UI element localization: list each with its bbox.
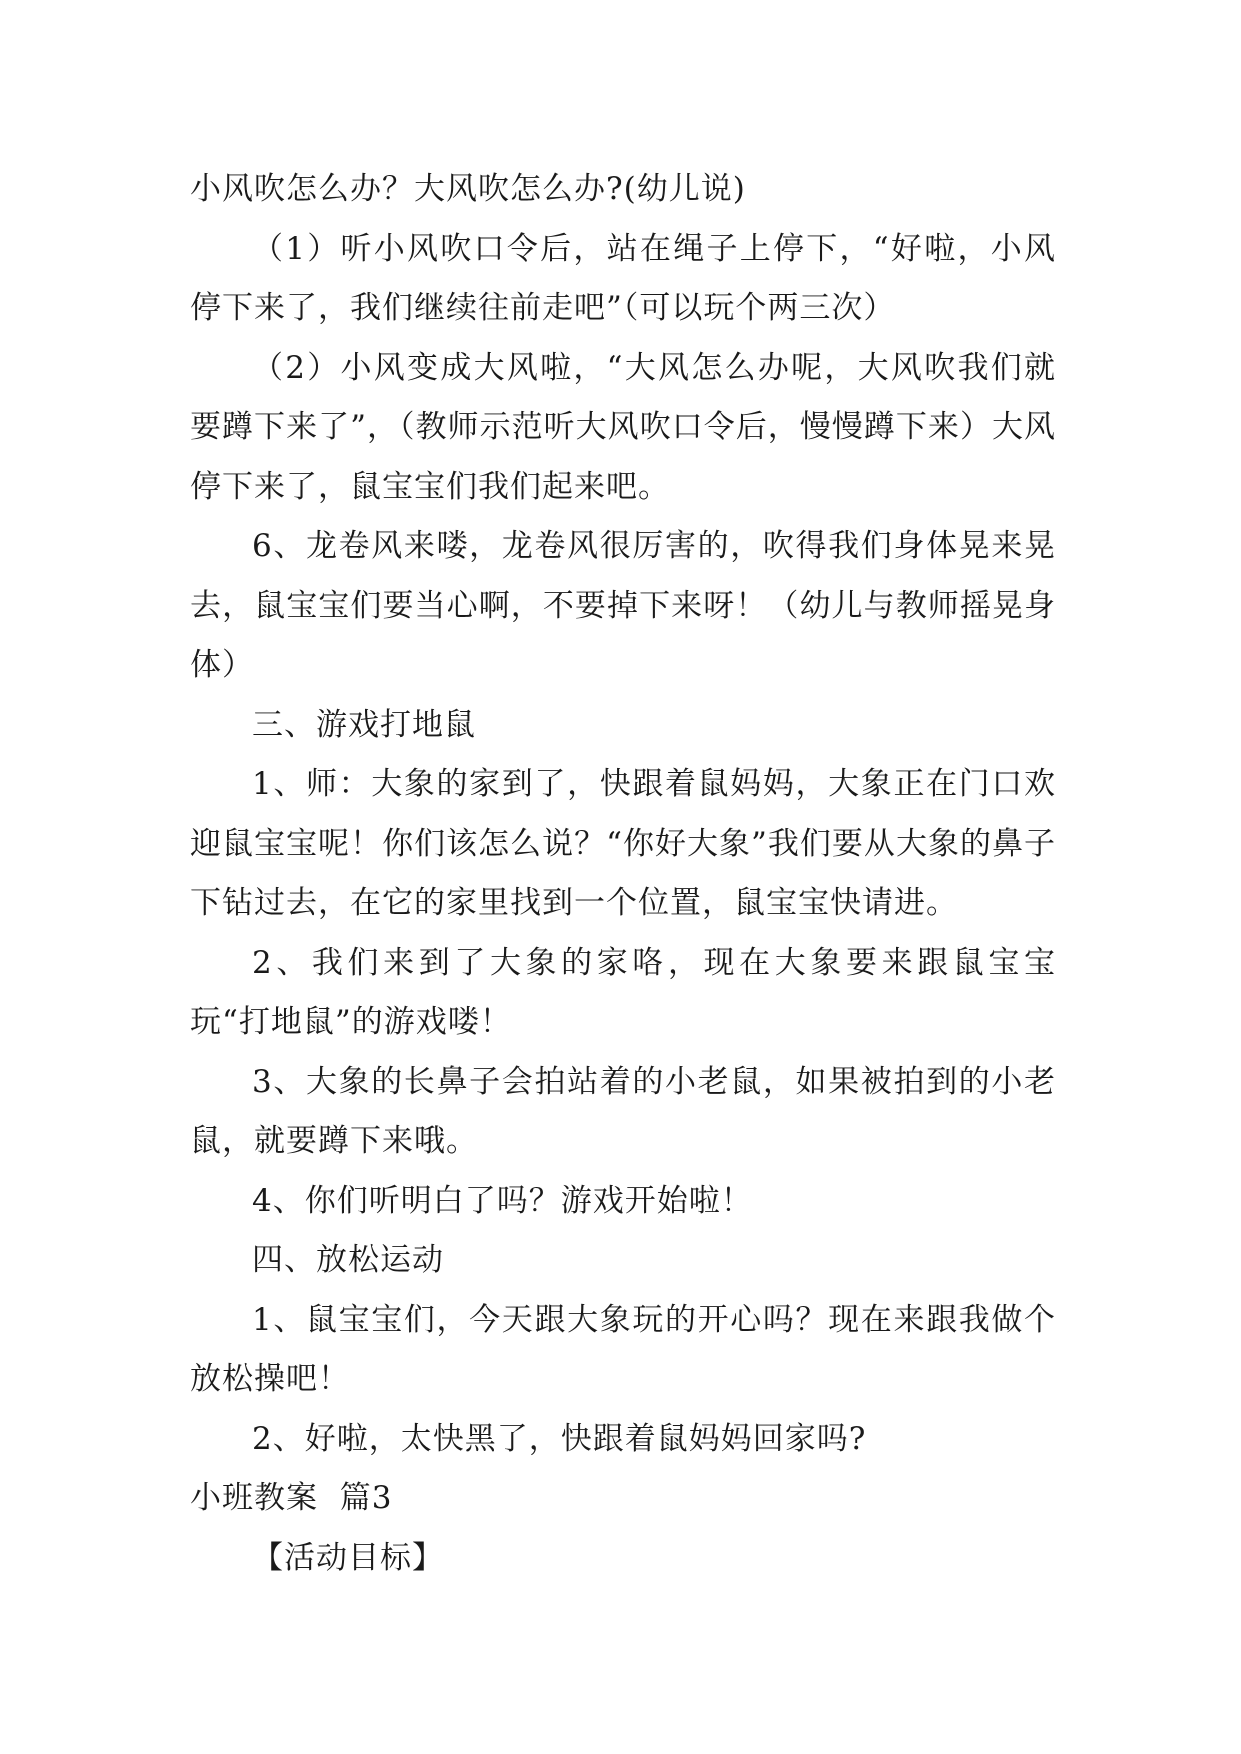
activity-goals-heading: 【活动目标】: [252, 1539, 444, 1576]
paragraph-go-home: 2、好啦，太快黑了，快跟着鼠妈妈回家吗?: [252, 1420, 867, 1457]
heading-whack-a-mole: 三、游戏打地鼠: [252, 706, 476, 743]
paragraph-elephant-home: 1、师：大象的家到了，快跟着鼠妈妈，大象正在门口欢迎鼠宝宝呢！你们该怎么说？“你好大象”我们要从大象的鼻子下钻过去，在它的家里找到一个位置，鼠宝宝快请进。: [190, 766, 1056, 921]
paragraph-small-wind: （1）听小风吹口令后，站在绳子上停下，“好啦，小风停下来了，我们继续往前走吧”（可以玩个两三次）: [190, 230, 1056, 326]
paragraph-wind-question: 小风吹怎么办？大风吹怎么办?(幼儿说): [190, 171, 746, 207]
paragraph-tornado: 6、龙卷风来喽，龙卷风很厉害的，吹得我们身体晃来晃去，鼠宝宝们要当心啊，不要掉下来呀！（幼儿与教师摇晃身体）: [190, 528, 1056, 683]
paragraph-game-rule: 3、大象的长鼻子会拍站着的小老鼠，如果被拍到的小老鼠，就要蹲下来哦。: [190, 1063, 1056, 1159]
paragraph-relax-exercise: 1、鼠宝宝们，今天跟大象玩的开心吗？现在来跟我做个放松操吧！: [190, 1301, 1056, 1397]
section-heading: 小班教案 篇3: [190, 1480, 393, 1516]
paragraph-game-start: 4、你们听明白了吗？游戏开始啦！: [252, 1182, 753, 1219]
paragraph-game-intro: 2、我们来到了大象的家咯，现在大象要来跟鼠宝宝玩“打地鼠”的游戏喽！: [190, 944, 1056, 1040]
heading-relax: 四、放松运动: [252, 1242, 444, 1278]
paragraph-big-wind: （2）小风变成大风啦，“大风怎么办呢，大风吹我们就要蹲下来了”，（教师示范听大风吹口令后，慢慢蹲下来）大风停下来了，鼠宝宝们我们起来吧。: [190, 349, 1056, 505]
document-page: [190, 160, 1056, 1588]
